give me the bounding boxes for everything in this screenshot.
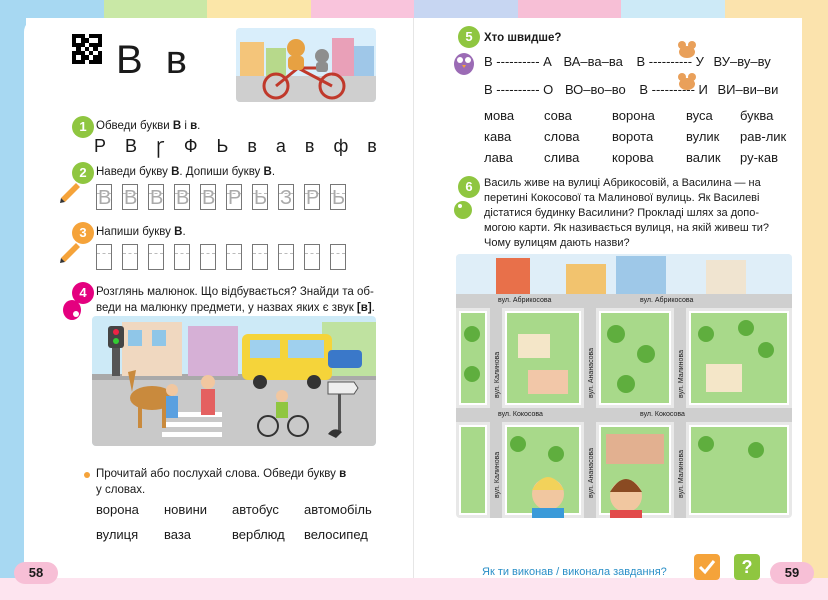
word-item[interactable]: велосипед	[304, 527, 368, 542]
writing-cells	[96, 244, 346, 270]
owl-icon	[452, 48, 476, 81]
left-word-grid	[96, 502, 384, 542]
trace-cell[interactable]: В	[200, 184, 216, 210]
letter-item[interactable]: в	[367, 136, 377, 156]
left-page-number: 58	[14, 562, 58, 584]
right-word-grid	[484, 108, 800, 165]
letters-to-circle	[94, 136, 377, 160]
task-number-5: 5	[458, 26, 480, 48]
letter-item[interactable]: Ꞅ	[156, 138, 165, 158]
word-item[interactable]: рав-лик	[740, 129, 787, 144]
street-label: вул. Кокосова	[498, 411, 543, 418]
letter-item[interactable]: в	[247, 136, 257, 156]
word-item[interactable]: автомобіль	[304, 502, 372, 517]
bottom-color-bar	[0, 578, 828, 600]
syllable-row-2: В ---------- О ВО–во–во В ---------- И ВИ–ви–ви	[484, 82, 779, 97]
street-label: вул. Малинова	[678, 350, 685, 398]
word-item[interactable]: вулик	[686, 129, 720, 144]
write-cell[interactable]	[226, 244, 242, 270]
word-item[interactable]: кава	[484, 129, 512, 144]
self-assessment-question: Як ти виконав / виконала завдання?	[482, 566, 667, 578]
letter-item[interactable]: В	[125, 136, 138, 156]
write-cell[interactable]	[96, 244, 112, 270]
word-item[interactable]: буква	[740, 108, 774, 123]
task-number-3: 3	[72, 222, 94, 244]
task2-instruction: Наведи букву В. Допиши букву В.	[96, 166, 276, 178]
street-scene-illustration	[92, 316, 376, 446]
street-label: вул. Калинова	[494, 451, 501, 498]
street-label: вул. Абрикосова	[498, 297, 552, 304]
right-page-number: 59	[770, 562, 814, 584]
syllable-row-1: В ---------- А ВА–ва–ва В ---------- У ВУ–ву–ву	[484, 54, 771, 69]
write-cell[interactable]	[148, 244, 164, 270]
word-item[interactable]: лава	[484, 150, 513, 165]
trace-cell[interactable]: Ь	[252, 184, 268, 210]
street-label: вул. Ананасова	[588, 347, 595, 398]
task-number-1: 1	[72, 116, 94, 138]
trace-cell[interactable]: Ь	[330, 184, 346, 210]
word-item[interactable]: ру-кав	[740, 150, 779, 165]
word-item[interactable]: валик	[686, 150, 721, 165]
letter-item[interactable]: Ф	[183, 136, 198, 156]
write-cell[interactable]	[200, 244, 216, 270]
street-label: вул. Ананасова	[588, 447, 595, 498]
word-item[interactable]: вулиця	[96, 527, 139, 542]
street-label: вул. Абрикосова	[640, 297, 694, 304]
write-cell[interactable]	[278, 244, 294, 270]
listen-icon	[60, 298, 84, 327]
letter-item[interactable]: в	[304, 136, 315, 156]
letter-item[interactable]: Р	[94, 136, 107, 156]
trace-cell[interactable]: Р	[226, 184, 242, 210]
word-item[interactable]: новини	[164, 502, 208, 517]
task-number-2: 2	[72, 162, 94, 184]
word-item[interactable]: ворота	[612, 129, 654, 144]
big-letter-title: В в	[116, 38, 194, 82]
word-item[interactable]: ворона	[96, 502, 139, 517]
city-map[interactable]	[456, 254, 792, 518]
word-item[interactable]: ворона	[612, 108, 655, 123]
write-cell[interactable]	[174, 244, 190, 270]
dino-icon	[452, 196, 474, 225]
trace-cell[interactable]: В	[96, 184, 112, 210]
read-task-instruction: Прочитай або послухай слова. Обведи букву в у словах.	[96, 468, 347, 496]
word-item[interactable]: мова	[484, 108, 515, 123]
letter-item[interactable]: ф	[333, 136, 349, 156]
pencil-icon	[58, 238, 84, 269]
task5-title: Хто швидше?	[484, 32, 562, 44]
trace-cell[interactable]: В	[174, 184, 190, 210]
write-cell[interactable]	[252, 244, 268, 270]
smiley-check-icon[interactable]	[694, 554, 720, 580]
word-item[interactable]: сова	[544, 108, 572, 123]
task6-text: Василь живе на вулиці Абрикосовій, а Василина — на перетині Кокосової та Малинової вулиць. Як Василеві дістатися будинку Василини? Прокладі шлях за допо- могою карти. Як називається вулиця, на якій живеш ти? Чому вулицям дають назви?	[484, 177, 769, 249]
bullet-icon	[84, 472, 90, 478]
write-cell[interactable]	[304, 244, 320, 270]
word-item[interactable]: ваза	[164, 527, 192, 542]
qr-code[interactable]	[72, 34, 102, 64]
pencil-icon	[58, 178, 84, 209]
word-item[interactable]: верблюд	[232, 527, 285, 542]
street-label: вул. Малинова	[678, 450, 685, 498]
trace-cell[interactable]: З	[278, 184, 294, 210]
word-item[interactable]: слива	[544, 150, 580, 165]
task3-instruction: Напиши букву В.	[96, 226, 186, 238]
trace-cell[interactable]: В	[122, 184, 138, 210]
street-label: вул. Калинова	[494, 351, 501, 398]
word-item[interactable]: вуса	[686, 108, 713, 123]
word-item[interactable]: слова	[544, 129, 580, 144]
tracing-cells	[96, 184, 346, 210]
letter-item[interactable]: Ь	[216, 136, 229, 156]
word-item[interactable]: автобус	[232, 502, 279, 517]
left-side-strip	[0, 18, 26, 578]
trace-cell[interactable]: В	[148, 184, 164, 210]
question-icon[interactable]: ?	[734, 554, 760, 580]
bicycle-illustration	[236, 28, 376, 102]
right-side-strip	[802, 18, 828, 578]
task1-instruction: Обведи букви В і в.	[96, 120, 201, 132]
task-number-6: 6	[458, 176, 480, 198]
task-number-4: 4	[72, 282, 94, 304]
street-label: вул. Кокосова	[640, 411, 685, 418]
word-item[interactable]: корова	[612, 150, 654, 165]
write-cell[interactable]	[122, 244, 138, 270]
task4-instruction: Розглянь малюнок. Що відбувається? Знайди та об- веди на малюнку предмети, у назвах яких є звук [в].	[96, 286, 375, 314]
letter-item[interactable]: а	[275, 136, 286, 156]
trace-cell[interactable]: Р	[304, 184, 320, 210]
write-cell[interactable]	[330, 244, 346, 270]
top-color-bar	[0, 0, 828, 18]
